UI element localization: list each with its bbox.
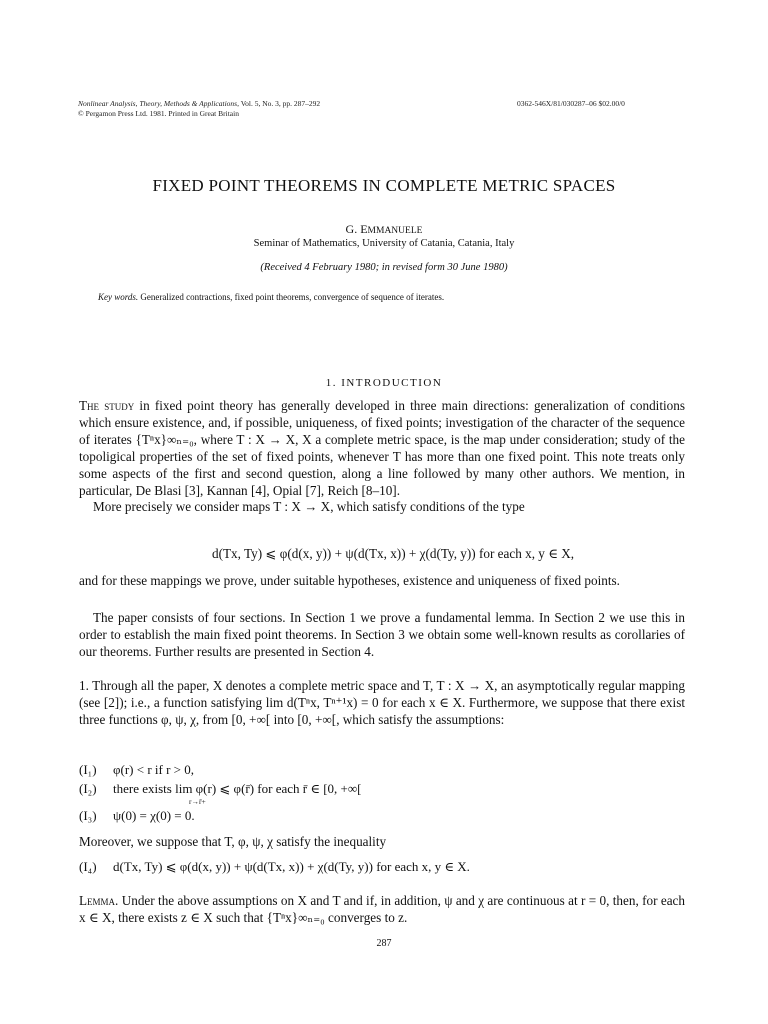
assumption-2: [79, 781, 361, 797]
limit-subscript: r→r̄+: [189, 797, 206, 806]
journal-name: Nonlinear Analysis, Theory, Methods & Applications: [78, 99, 238, 108]
paragraph-structure: The paper consists of four sections. In Section 1 we prove a fundamental lemma. In Section 2 we use this in order to establish the main fixed point theorems. In Section 3 we obtain some well-known results as corollaries of our theorems. Further results are presented in Section 4.: [79, 610, 685, 659]
assumption-text: there exists lim φ(r) ⩽ φ(r̄) for each r̄ ∈ [0, +∞[: [113, 781, 362, 796]
received-text: (Received 4 February 1980; in revised form 30 June 1980): [260, 262, 508, 273]
assumption-text: ψ(0) = χ(0) = 0.: [113, 808, 195, 823]
lemma-text: Under the above assumptions on X and T and if, in addition, ψ and χ are continuous at r = 0, then, for each x ∈ X, there exists z ∈ X such that {Tⁿx}∞ₙ₌₀ converges to z.: [79, 893, 686, 925]
paragraph-existence: and for these mappings we prove, under suitable hypotheses, existence and uniqueness of fixed points.: [79, 573, 620, 588]
affiliation: Seminar of Mathematics, University of Catania, Catania, Italy: [253, 238, 515, 249]
assumption-4: [79, 859, 470, 875]
journal-header: [78, 99, 438, 119]
assumption-text: d(Tx, Ty) ⩽ φ(d(x, y)) + ψ(d(Tx, x)) + χ(d(Ty, y)) for each x, y ∈ X.: [113, 859, 470, 874]
assumption-1: [79, 762, 194, 778]
keywords-text: Generalized contractions, fixed point theorems, convergence of sequence of iterates.: [140, 292, 445, 302]
article-code: 0362-546X/81/030287–06 $02.00/0: [517, 99, 625, 108]
author-name: [60, 222, 708, 237]
keywords: [98, 292, 698, 302]
assumption-label: (I₂): [79, 781, 97, 796]
paragraph-inequality-intro: Moreover, we suppose that T, φ, ψ, χ satisfy the inequality: [79, 834, 387, 849]
assumption-3: [79, 808, 195, 824]
copyright-line: © Pergamon Press Ltd. 1981. Printed in Great Britain: [78, 109, 239, 118]
author-surname: MMANUELE: [367, 226, 423, 236]
lemma-label: Lemma.: [79, 893, 119, 908]
keywords-label: Key words.: [98, 292, 139, 302]
intro-text: in fixed point theory has generally developed in three main directions: generalization of conditions which ensure existence, and, if possible, uniqueness, of fixed points; investigation of the character of the sequence of iterates {Tⁿx}∞ₙ₌₀, where T : X → X, X a complete metric space, is the map under consideration; study of the topoligical properties of the set of fixed points, whenever T has more than one fixed point. This note treats only some aspects of the first and second question, along a line followed by many other authors. We mention, in particular, De Blasi [3], Kannan [4], Opial [7], Reich [8–10].: [79, 398, 685, 498]
lemma: [79, 893, 685, 927]
intro-paragraph: [79, 398, 685, 516]
received-dates: [60, 262, 708, 273]
intro-text-2: More precisely we consider maps T : X → X, which satisfy conditions of the type: [93, 499, 525, 515]
paper-title: FIXED POINT THEOREMS IN COMPLETE METRIC SPACES: [152, 176, 616, 195]
section-heading: 1. INTRODUCTION: [325, 377, 443, 389]
journal-volume: , Vol. 5, No. 3, pp. 287–292: [237, 99, 321, 108]
assumption-label: (I₄): [79, 859, 97, 874]
page-number: 287: [376, 938, 392, 949]
lead-in: The study: [79, 398, 135, 413]
author-initial: G. E: [345, 222, 368, 236]
assumption-label: (I₃): [79, 808, 97, 823]
equation-condition: d(Tx, Ty) ⩽ φ(d(x, y)) + ψ(d(Tx, x)) + χ(d(Ty, y)) for each x, y ∈ X,: [212, 546, 575, 561]
assumption-text: φ(r) < r if r > 0,: [113, 762, 195, 777]
paragraph-setup: 1. Through all the paper, X denotes a complete metric space and T, T : X → X, an asymptotically regular mapping (see [2]); i.e., a function satisfying lim d(Tⁿx, Tⁿ⁺¹x) = 0 for each x ∈ X. Furthermore, we suppose that there exist three functions φ, ψ, χ, from [0, +∞[ into [0, +∞[, which satisfy the assumptions:: [79, 678, 685, 727]
assumption-label: (I₁): [79, 762, 97, 777]
